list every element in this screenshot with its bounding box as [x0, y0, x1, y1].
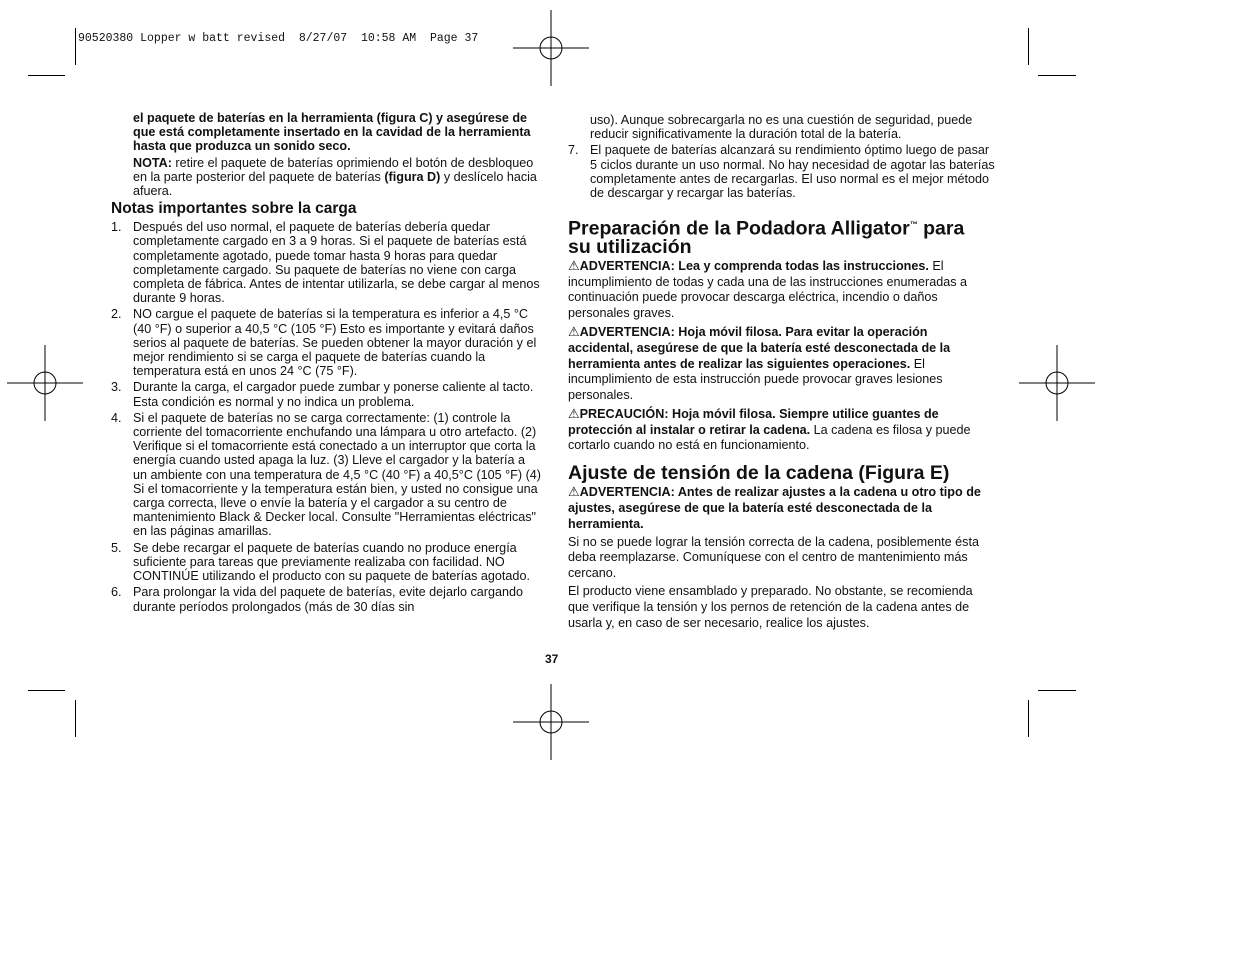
list-item: 5. Se debe recargar el paquete de baterías cuando no produce energía suficiente para tareas que previamente realizaba con facilidad. NO CONTINÚE utilizando el producto con su paquete de baterías agotado.: [111, 540, 530, 584]
warning-icon: ⚠: [568, 323, 580, 339]
charging-notes-list: [111, 220, 541, 613]
warning-icon: ⚠: [568, 405, 580, 421]
intro-instruction: el paquete de baterías en la herramienta (figura C) y asegúrese de que está completamente insertado en la cavidad de la herramienta hasta que produzca un sonido seco.: [133, 111, 531, 154]
warning-adjustments: ⚠ADVERTENCIA: Antes de realizar ajustes a la cadena u otro tipo de ajustes, asegúrese de que la batería esté desconectada de la herramienta.: [568, 484, 981, 531]
right-column: [568, 113, 996, 631]
product-assembled-paragraph: El producto viene ensamblado y preparado. No obstante, se recomienda que verifique la tensión y los pernos de retención de la cadena antes de usarla y, en caso de ser necesario, realice los ajustes.: [568, 584, 973, 630]
list-item: 2. NO cargue el paquete de baterías si la temperatura es inferior a 4,5 °C (40 °F) o superior a 40,5 °C (105 °F) Esto es importante y evitará daños serios al paquete de baterías. Se pueden obtener la mayor duración y el mejor rendimiento si se carga el paquete de baterías cuando la temperatura está en unos 24 °C (75 °F).: [111, 307, 537, 379]
caution-gloves: ⚠PRECAUCIÓN: Hoja móvil filosa. Siempre utilice guantes de protección al instalar o retirar la cadena. La cadena es filosa y puede cortarlo cuando no está en funcionamiento.: [568, 405, 971, 453]
list-item: 7. El paquete de baterías alcanzará su rendimiento óptimo luego de pasar 5 ciclos durante un uso normal. No hay necesidad de agotar las baterías completamente antes de recargarlas. El uso normal es el mejor método de descargar y recargar las baterías.: [568, 143, 995, 201]
list-item: 4. Si el paquete de baterías no se carga correctamente: (1) controle la corriente del tomacorriente enchufando una lámpara u otro artefacto. (2) Verifique si el tomacorriente está conectado a un interruptor que corta la energía cuando usted apaga la luz. (3) Lleve el cargador y la batería a un ambiente con una temperatura de 4,5 °C (40 °F) a 40,5°C (105 °F) (4) Si el tomacorriente y la temperatura están bien, y usted no consigue una carga correcta, lleve o envíe la batería y el cargador a su centro de mantenimiento Black & Decker local. Consulte "Herramientas eléctricas" en las páginas amarillas.: [111, 410, 541, 539]
list-item: 1. Después del uso normal, el paquete de baterías debería quedar completamente cargado en 3 a 9 horas. Si el paquete de baterías está completamente agotado, puede tomar hasta 9 horas para quedar completamente cargado. Su paquete de baterías no viene con carga completa de fábrica. Antes de intentar utilizarla, se debe cargar al menos durante 9 horas.: [111, 220, 540, 306]
note-label: NOTA:: [133, 155, 172, 170]
continued-item-text: uso). Aunque sobrecargarla no es una cuestión de seguridad, puede reducir significativamente la duración total de la batería.: [590, 113, 973, 142]
registration-mark-bottom: [511, 682, 591, 762]
charging-notes-list-continued: [568, 143, 996, 200]
warning-icon: ⚠: [568, 257, 580, 273]
list-item: 6. Para prolongar la vida del paquete de baterías, evite dejarlo cargando durante períodos prolongados (más de 30 días sin: [111, 585, 523, 614]
section-subheading: Notas importantes sobre la carga: [111, 200, 357, 218]
page-number: 37: [545, 652, 559, 666]
list-item: 3. Durante la carga, el cargador puede zumbar y ponerse caliente al tacto. Esta condición es normal y no indica un problema.: [111, 380, 534, 409]
registration-mark-left: [5, 343, 85, 423]
print-slug: 90520380 Lopper w batt revised 8/27/07 10:58 AM Page 37: [78, 32, 479, 45]
section-heading-preparation: Preparación de la Podadora Alligator™ para su utilización: [568, 217, 965, 258]
registration-mark-top: [511, 8, 591, 88]
warning-moving-blade: ⚠ADVERTENCIA: Hoja móvil filosa. Para evitar la operación accidental, asegúrese de que la batería esté desconectada de la herramienta antes de realizar las siguientes operaciones. El incumplimiento de esta instrucción puede provocar graves lesiones personales.: [568, 323, 951, 403]
warning-icon: ⚠: [568, 484, 580, 500]
left-column: [111, 111, 541, 614]
warning-read-instructions: ⚠ADVERTENCIA: Lea y comprenda todas las instrucciones. El incumplimiento de todas y cada una de las instrucciones enumeradas a continuación puede provocar descarga eléctrica, incendio o daños personales graves.: [568, 257, 968, 321]
chain-replacement-paragraph: Si no se puede lograr la tensión correcta de la cadena, posiblemente ésta deba reemplazarse. Comuníquese con el centro de mantenimiento más cercano.: [568, 534, 979, 581]
note-paragraph: NOTA: retire el paquete de baterías oprimiendo el botón de desbloqueo en la parte posterior del paquete de baterías (figura D) y deslícelo hacia afuera.: [133, 155, 537, 199]
registration-mark-right: [1017, 343, 1097, 423]
section-heading-chain-tension: Ajuste de tensión de la cadena (Figura E): [568, 462, 950, 485]
